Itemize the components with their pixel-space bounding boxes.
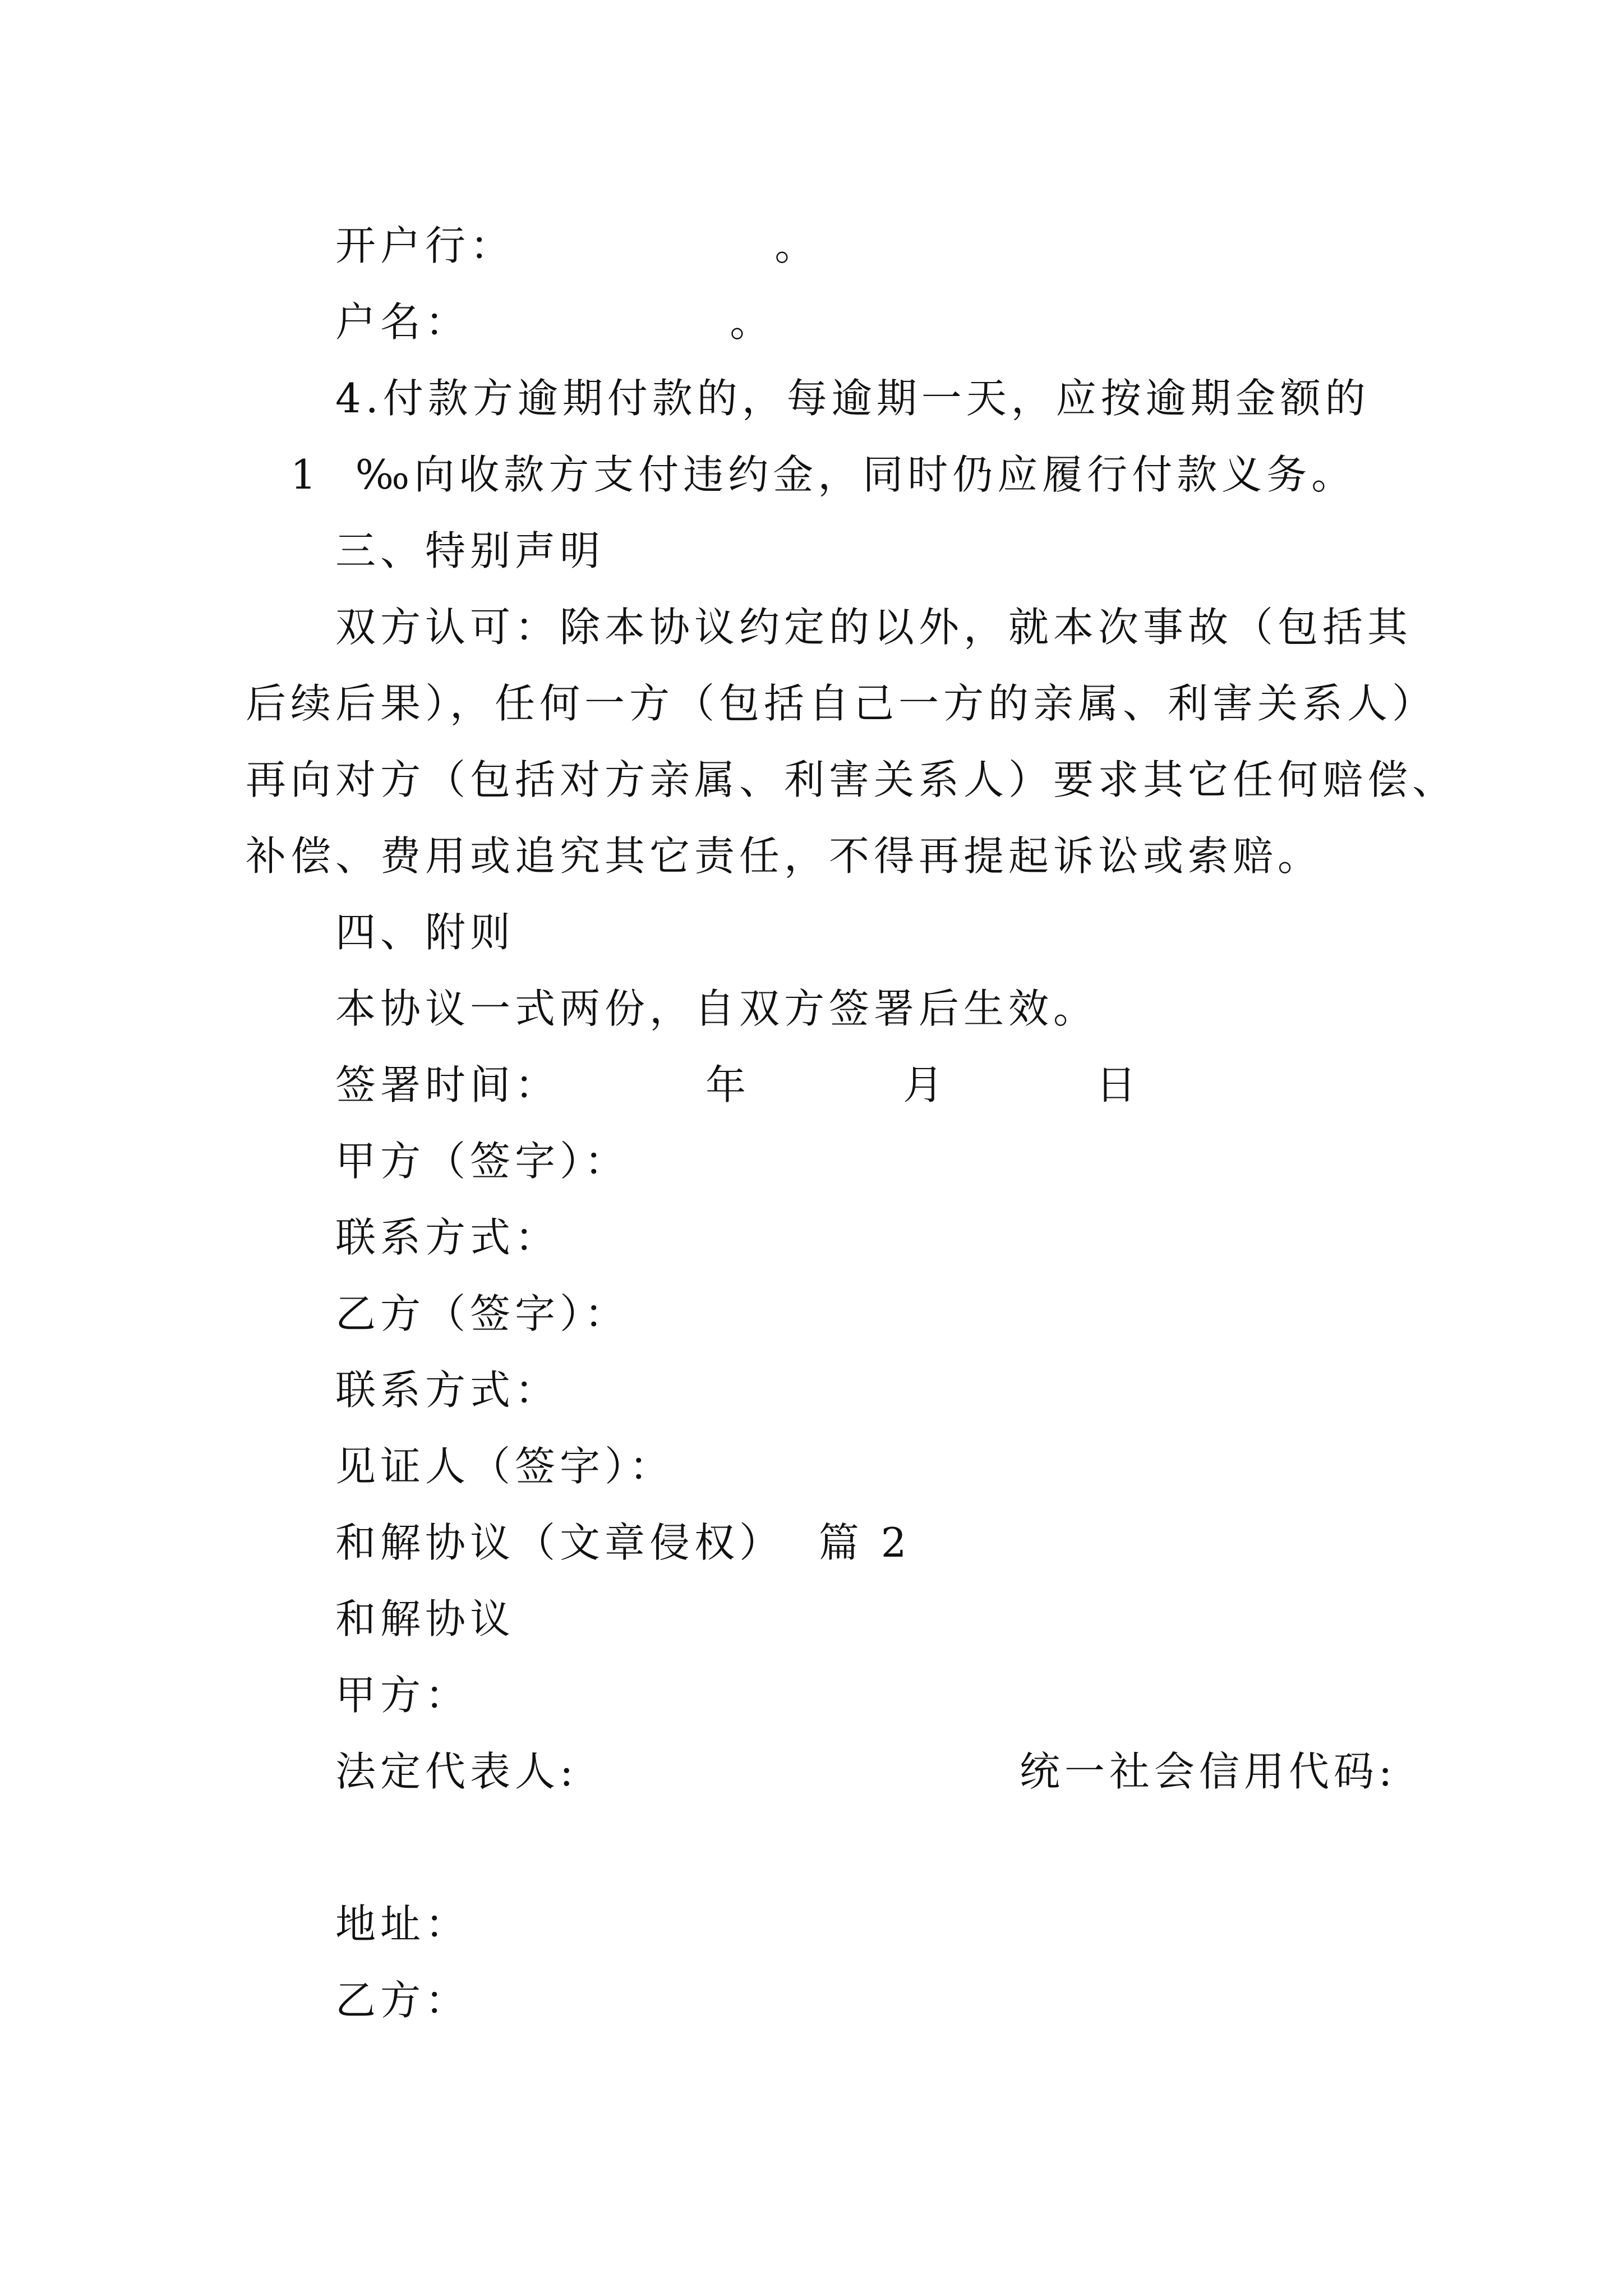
section-3-paragraph-line-4: 补偿、费用或追究其它责任，不得再提起诉讼或索赔。: [246, 832, 1323, 880]
piece-2-party-b: 乙方：: [335, 1977, 471, 2024]
witness-signature: 见证人（签字）：: [335, 1443, 675, 1490]
piece-2-heading: 和解协议: [335, 1595, 515, 1642]
party-b-contact: 联系方式：: [335, 1366, 560, 1414]
party-b-signature: 乙方（签字）：: [335, 1290, 630, 1337]
section-3-title: 三、特别声明: [335, 527, 605, 574]
piece-2-party-a: 甲方：: [335, 1672, 471, 1719]
piece-2-address: 地址：: [335, 1901, 471, 1948]
section-3-paragraph-line-1: 双方认可：除本协议约定的以外，就本次事故（包括其: [335, 604, 1413, 651]
account-name-line: 户名： 。: [335, 298, 775, 346]
sign-time-day: 日: [1096, 1061, 1141, 1108]
clause-4-line-2: 1 ‰向收款方支付违约金，同时仍应履行付款义务。: [291, 451, 1357, 498]
section-4-title: 四、附则: [335, 909, 515, 956]
section-3-paragraph-line-3: 再向对方（包括对方亲属、利害关系人）要求其它任何赔偿、: [246, 756, 1458, 803]
piece-2-title: 和解协议（文章侵权） 篇 2: [335, 1519, 911, 1566]
bank-line: 开户行： 。: [335, 222, 820, 269]
section-3-paragraph-line-2: 后续后果），任何一方（包括自己一方的亲属、利害关系人）: [246, 680, 1437, 727]
piece-2-credit-code: 统一社会信用代码:: [1020, 1748, 1397, 1795]
sign-time-label: 签署时间：: [335, 1061, 560, 1108]
sign-time-month: 月: [903, 1061, 948, 1108]
clause-4-line-1: 4.付款方逾期付款的，每逾期一天，应按逾期金额的: [335, 375, 1370, 422]
section-4-paragraph: 本协议一式两份，自双方签署后生效。: [335, 985, 1099, 1032]
piece-2-legal-representative: 法定代表人:: [335, 1748, 578, 1795]
party-a-contact: 联系方式：: [335, 1214, 560, 1261]
party-a-signature: 甲方（签字）：: [335, 1138, 630, 1185]
sign-time-year: 年: [706, 1061, 751, 1108]
